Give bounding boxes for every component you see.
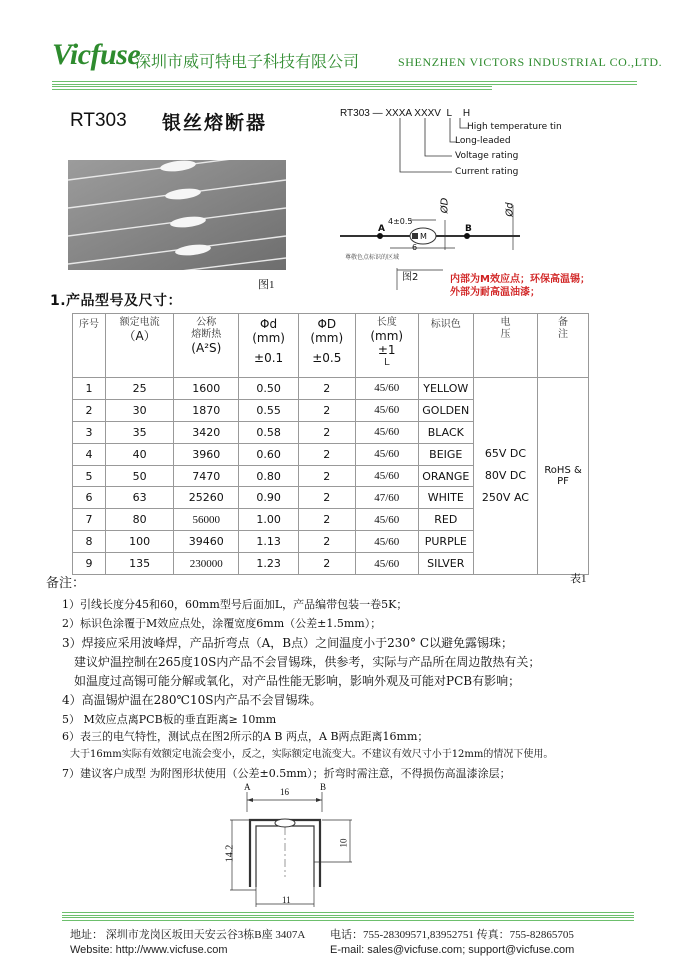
table-label: 表1	[570, 573, 587, 585]
footer-phone: 电话：755-28309571,83952751 传真：755-82865705	[330, 929, 574, 941]
drawing-dim-142: 14.2	[224, 844, 236, 863]
dim-4: 4±0.5	[388, 217, 413, 226]
table-row: 1 25 1600 0.50 2 45/60 YELLOW 65V DC 80V DC 250V AC RoHS & PF	[73, 378, 589, 400]
note-7: 7）建议客户成型 为附图形状使用（公差±0.5mm）；折弯时需注意，不得损伤高温漆涂层；	[62, 767, 511, 780]
drawing-small-note: 尊敬色点标识的区域	[345, 254, 400, 261]
company-logo: Vicfuse	[52, 38, 141, 71]
notes-title: 备注：	[46, 576, 86, 591]
code-high-temp: High temperature tin	[467, 122, 562, 132]
note-3b: 建议炉温控制在265度10S内产品不会冒锡珠，供参考，实际与产品所在周边散热有关；	[74, 655, 541, 669]
note-2: 2）标识色涂覆于M效应点处，涂覆宽度6mm（公差±1.5mm）；	[62, 617, 382, 630]
note-5: 5） M效应点离PCB板的垂直距离≥ 10mm	[62, 713, 277, 726]
col-current: 额定电流 （A）	[106, 314, 174, 378]
label-odd: Ød	[504, 202, 516, 217]
table-row: 6 63 25260 0.90 2 47/60 WHITE	[73, 487, 589, 509]
col-voltage: 电 压	[473, 314, 537, 378]
col-d: Φd (mm) ±0.1	[239, 314, 299, 378]
note-3: 3）焊接应采用波峰焊，产品折弯点（A，B点）之间温度小于230° C以避免露锡珠；	[62, 636, 514, 650]
label-od: ØD	[439, 197, 451, 214]
footer-email[interactable]: E-mail: sales@vicfuse.com; support@vicfuse.com	[330, 944, 575, 956]
note-3c: 如温度过高锡可能分解或氧化，对产品性能无影响，影响外观及可能对PCB有影响；	[74, 674, 521, 688]
note-1: 1）引线长度分45和60，60mm型号后面加L，产品编带包装一卷5K；	[62, 598, 408, 611]
col-no: 序号	[73, 314, 106, 378]
product-model: RT303	[70, 110, 127, 131]
drawing-dim-10: 10	[338, 838, 349, 848]
part-code: RT303 — XXXA XXXV L H	[340, 108, 471, 119]
code-voltage: Voltage rating	[455, 151, 519, 161]
table-header-row	[73, 314, 589, 378]
figure1-caption: 图1	[258, 279, 275, 291]
footer-divider	[62, 912, 634, 916]
footer-divider-2	[62, 917, 634, 921]
voltage-cell: 65V DC 80V DC 250V AC	[473, 378, 537, 575]
note-4: 4）高温锡炉温在280℃10S内产品不会冒锡珠。	[62, 693, 322, 707]
code-current: Current rating	[455, 167, 519, 177]
note-6b: 大于16mm实际有效额定电流会变小，反之，实际额定电流变大。不建议有效尺寸小于12mm的情况下使用。	[70, 749, 554, 760]
table-row: 9 135 230000 1.23 2 45/60 SILVER	[73, 553, 589, 575]
company-name-en: SHENZHEN VICTORS INDUSTRIAL CO.,LTD.	[398, 55, 663, 69]
table-row: 2 30 1870 0.55 2 45/60 GOLDEN	[73, 399, 589, 421]
drawing-label-b: B	[320, 782, 327, 792]
table-row: 7 80 56000 1.00 2 45/60 RED	[73, 509, 589, 531]
label-b: B	[465, 224, 472, 234]
header-divider-2	[52, 86, 492, 90]
col-melting: 公称 熔断热 (A²S)	[174, 314, 239, 378]
section-title: 1.产品型号及尺寸：	[50, 293, 183, 309]
footer-website[interactable]: Website: http://www.vicfuse.com	[70, 944, 228, 956]
table-row: 4 40 3960 0.60 2 45/60 BEIGE	[73, 443, 589, 465]
drawing-label-a: A	[244, 782, 251, 792]
table-row: 8 100 39460 1.13 2 45/60 PURPLE	[73, 531, 589, 553]
product-name: 银丝熔断器	[162, 112, 268, 134]
table-row: 3 35 3420 0.58 2 45/60 BLACK	[73, 421, 589, 443]
col-color: 标识色	[418, 314, 473, 378]
col-dd: ΦD (mm) ±0.5	[298, 314, 355, 378]
label-a: A	[378, 224, 385, 234]
drawing-dim-16: 16	[280, 787, 289, 797]
label-m: M	[420, 232, 427, 241]
header-divider	[52, 81, 637, 85]
footer-address: 地址： 深圳市龙岗区坂田天安云谷3栋B座 3407A	[70, 929, 306, 941]
remark-cell: RoHS & PF	[538, 378, 589, 575]
table-row: 5 50 7470 0.80 2 45/60 ORANGE	[73, 465, 589, 487]
company-name-cn: 深圳市威可特电子科技有限公司	[135, 52, 360, 71]
drawing-dim-11: 11	[282, 895, 291, 905]
dim-6: 6	[412, 243, 418, 252]
red-note-2: 外部为耐高温油漆；	[450, 287, 540, 298]
red-note-1: 内部为M效应点；环保高温锡；	[450, 274, 590, 285]
figure2-caption: 图2	[402, 272, 419, 283]
code-long-leaded: Long-leaded	[455, 136, 511, 146]
col-length: 长度 (mm) ±1 L	[355, 314, 418, 378]
spec-table	[72, 313, 589, 575]
col-remark: 备 注	[538, 314, 589, 378]
note-6: 6）表三的电气特性，测试点在图2所示的A B 两点，A B两点距离16mm；	[62, 730, 429, 743]
fuse-photo	[68, 160, 286, 270]
